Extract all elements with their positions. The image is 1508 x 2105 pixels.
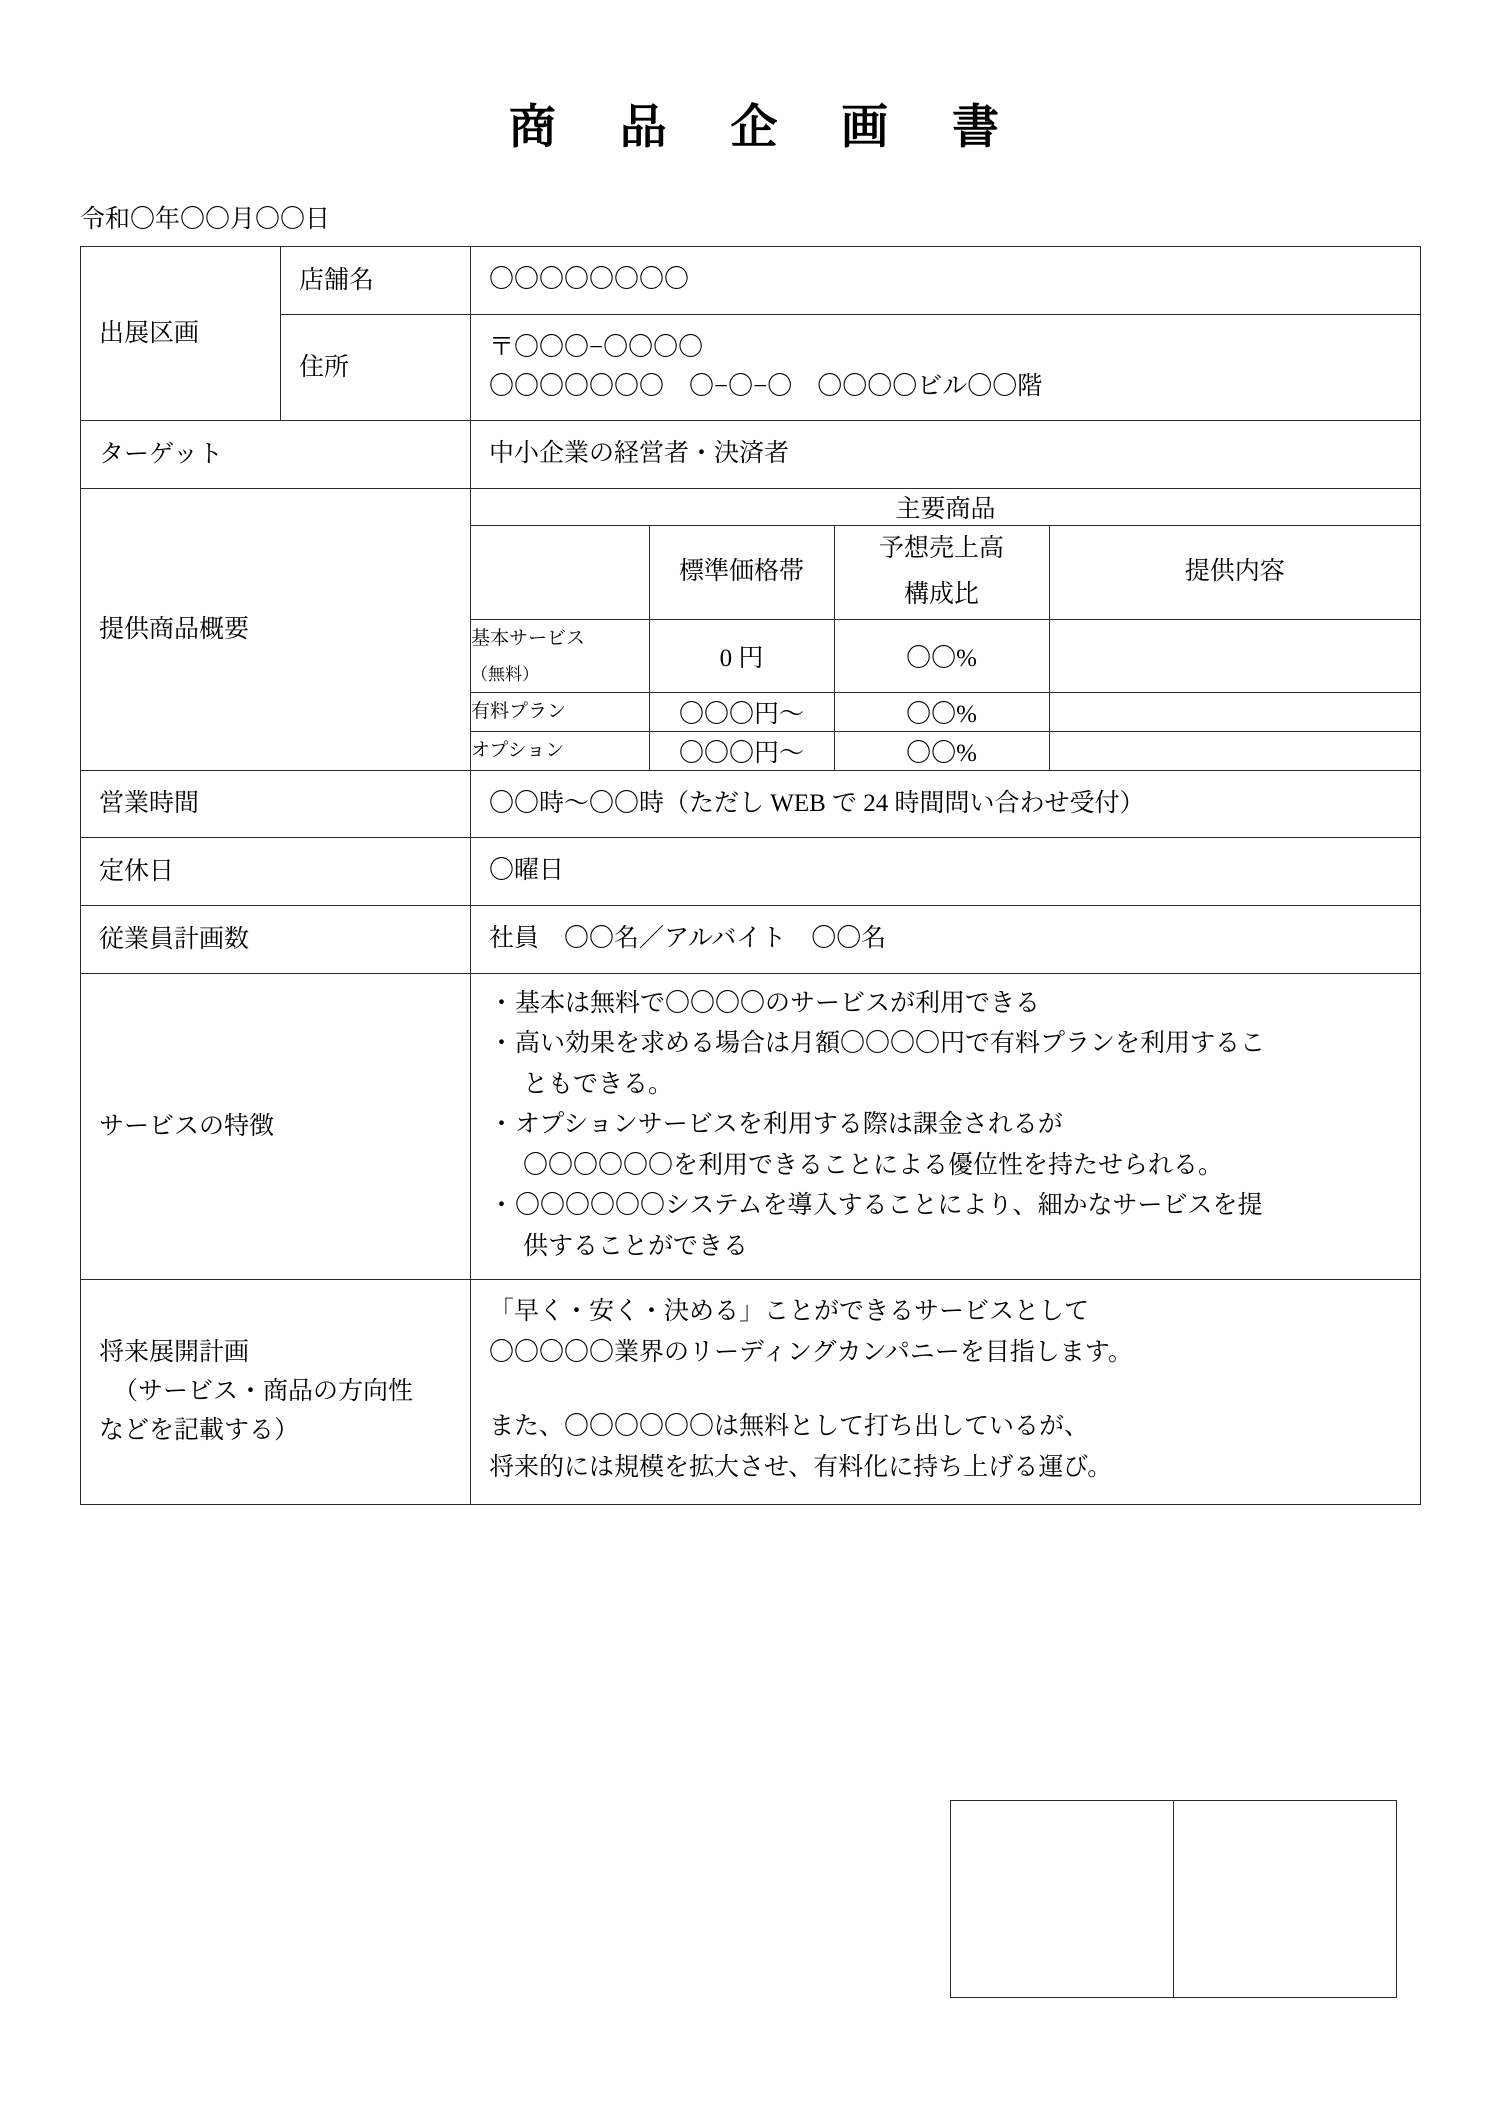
- product-share-basic[interactable]: 〇〇%: [834, 619, 1049, 692]
- product-name-line-1: オプション: [471, 739, 565, 761]
- table-row-future-plan: [81, 1280, 1421, 1505]
- future-plan-body-line-1: 「早く・安く・決める」ことができるサービスとして: [489, 1298, 1090, 1326]
- value-staff[interactable]: [471, 906, 1421, 974]
- document-date: 令和〇年〇〇月〇〇日: [80, 206, 331, 234]
- value-address[interactable]: [471, 314, 1421, 421]
- booth-label: 出展区画: [99, 320, 200, 348]
- row-label-holiday: [81, 838, 471, 906]
- product-contents-basic[interactable]: [1049, 619, 1420, 692]
- products-table: [471, 489, 1420, 770]
- row-label-booth: [81, 247, 281, 421]
- feature-line-1: オプションサービスを利用する際は課金されるが: [515, 1111, 1063, 1139]
- row-label-target: [81, 421, 471, 489]
- products-main-header: 主要商品: [895, 496, 996, 524]
- table-row: [951, 1801, 1397, 1998]
- value-future-plan[interactable]: [471, 1280, 1421, 1505]
- address-line-1: 〒〇〇〇−〇〇〇〇: [489, 333, 704, 361]
- stamp-box-area: [950, 1800, 1397, 1998]
- table-row: [471, 619, 1420, 692]
- products-column-header-row: [471, 526, 1420, 620]
- future-plan-body-line-4: 将来的には規模を拡大させ、有料化に持ち上げる運び。: [489, 1453, 1113, 1481]
- feature-line-1: 基本は無料で〇〇〇〇のサービスが利用できる: [515, 989, 1041, 1017]
- product-name-line-1: 有料プラン: [471, 700, 567, 722]
- value-hours[interactable]: [471, 770, 1421, 838]
- target-value: 中小企業の経営者・決済者: [489, 440, 790, 468]
- row-label-future-plan: [81, 1280, 471, 1505]
- table-row-target: [81, 421, 1421, 489]
- table-row-store-name: [81, 247, 1421, 315]
- target-label: ターゲット: [99, 441, 224, 469]
- value-target[interactable]: [471, 421, 1421, 489]
- value-products: [471, 489, 1421, 771]
- store-name-value: 〇〇〇〇〇〇〇〇: [489, 266, 690, 294]
- sublabel-address: [281, 314, 471, 421]
- table-row-holiday: [81, 838, 1421, 906]
- address-line-2: 〇〇〇〇〇〇〇 〇−〇−〇 〇〇〇〇ビル〇〇階: [489, 372, 1043, 400]
- row-label-staff: [81, 906, 471, 974]
- address-value: [471, 315, 1420, 421]
- value-store-name[interactable]: [471, 247, 1421, 315]
- product-name-basic: [471, 619, 649, 692]
- plan-form-table: [80, 246, 1421, 1505]
- product-price-option[interactable]: 〇〇〇円〜: [649, 731, 834, 770]
- sublabel-store-name: [281, 247, 471, 315]
- future-plan-label-line-2: （サービス・商品の方向性: [113, 1378, 414, 1406]
- future-plan-label-line-3: などを記載する）: [99, 1416, 300, 1444]
- table-row: [471, 692, 1420, 731]
- features-label: サービスの特徴: [99, 1112, 275, 1140]
- row-label-products: [81, 489, 471, 771]
- staff-label: 従業員計画数: [99, 925, 250, 953]
- store-name-label: 店舗名: [299, 266, 375, 294]
- page-title: 商 品 企 画 書: [509, 102, 1025, 154]
- future-plan-spacer: [489, 1373, 1406, 1407]
- sales-share-line-1: 予想売上高: [878, 535, 1004, 563]
- row-label-hours: [81, 770, 471, 838]
- stamp-table: [950, 1800, 1397, 1998]
- list-item: [489, 1105, 1406, 1186]
- future-plan-body: [471, 1280, 1420, 1504]
- feature-line-2: ともできる。: [523, 1070, 674, 1098]
- list-item: [489, 1024, 1406, 1105]
- feature-line-1: 〇〇〇〇〇〇システムを導入することにより、細かなサービスを提: [515, 1192, 1263, 1220]
- products-col-blank: [471, 526, 649, 620]
- product-contents-paid[interactable]: [1049, 692, 1420, 731]
- table-row-staff: [81, 906, 1421, 974]
- future-plan-label-line-1: 将来展開計画: [99, 1339, 250, 1367]
- holiday-label: 定休日: [99, 858, 175, 886]
- hours-label: 営業時間: [99, 790, 200, 818]
- product-name-paid: [471, 692, 649, 731]
- product-price-basic[interactable]: 0 円: [649, 619, 834, 692]
- table-row-address: [81, 314, 1421, 421]
- feature-line-2: 〇〇〇〇〇〇を利用できることによる優位性を持たせられる。: [523, 1151, 1224, 1179]
- product-contents-option[interactable]: [1049, 731, 1420, 770]
- features-list: [471, 974, 1420, 1280]
- table-row: [471, 731, 1420, 770]
- product-share-paid[interactable]: 〇〇%: [834, 692, 1049, 731]
- hours-value: 〇〇時〜〇〇時（ただし WEB で 24 時間問い合わせ受付）: [489, 789, 1145, 817]
- future-plan-body-line-2: 〇〇〇〇〇業界のリーディングカンパニーを目指します。: [489, 1338, 1133, 1366]
- products-col-sales-share: [834, 526, 1049, 620]
- products-col-contents: 提供内容: [1049, 526, 1420, 620]
- products-col-price-range: 標準価格帯: [649, 526, 834, 620]
- future-plan-label: [81, 1320, 470, 1464]
- staff-value: 社員 〇〇名／アルバイト 〇〇名: [489, 925, 887, 953]
- product-share-option[interactable]: 〇〇%: [834, 731, 1049, 770]
- address-label: 住所: [299, 353, 350, 381]
- list-item: [489, 984, 1406, 1025]
- table-row-features: [81, 973, 1421, 1280]
- feature-line-2: 供することができる: [523, 1232, 749, 1260]
- product-name-line-1: 基本サービス: [471, 627, 586, 649]
- table-row-hours: [81, 770, 1421, 838]
- feature-line-1: 高い効果を求める場合は月額〇〇〇〇円で有料プランを利用するこ: [515, 1030, 1266, 1058]
- stamp-box-right[interactable]: [1174, 1801, 1397, 1998]
- product-price-paid[interactable]: 〇〇〇円〜: [649, 692, 834, 731]
- value-features[interactable]: [471, 973, 1421, 1280]
- stamp-box-left[interactable]: [951, 1801, 1174, 1998]
- products-main-header-row: [471, 489, 1420, 526]
- product-name-line-2: （無料）: [471, 664, 539, 684]
- row-label-features: [81, 973, 471, 1280]
- value-holiday[interactable]: [471, 838, 1421, 906]
- product-name-option: [471, 731, 649, 770]
- list-item: [489, 1186, 1406, 1267]
- future-plan-body-line-3: また、〇〇〇〇〇〇は無料として打ち出しているが、: [489, 1413, 1090, 1441]
- sales-share-line-2: 構成比: [903, 581, 979, 609]
- table-row-products: [81, 489, 1421, 771]
- holiday-value: 〇曜日: [489, 857, 565, 885]
- products-label: 提供商品概要: [99, 615, 250, 643]
